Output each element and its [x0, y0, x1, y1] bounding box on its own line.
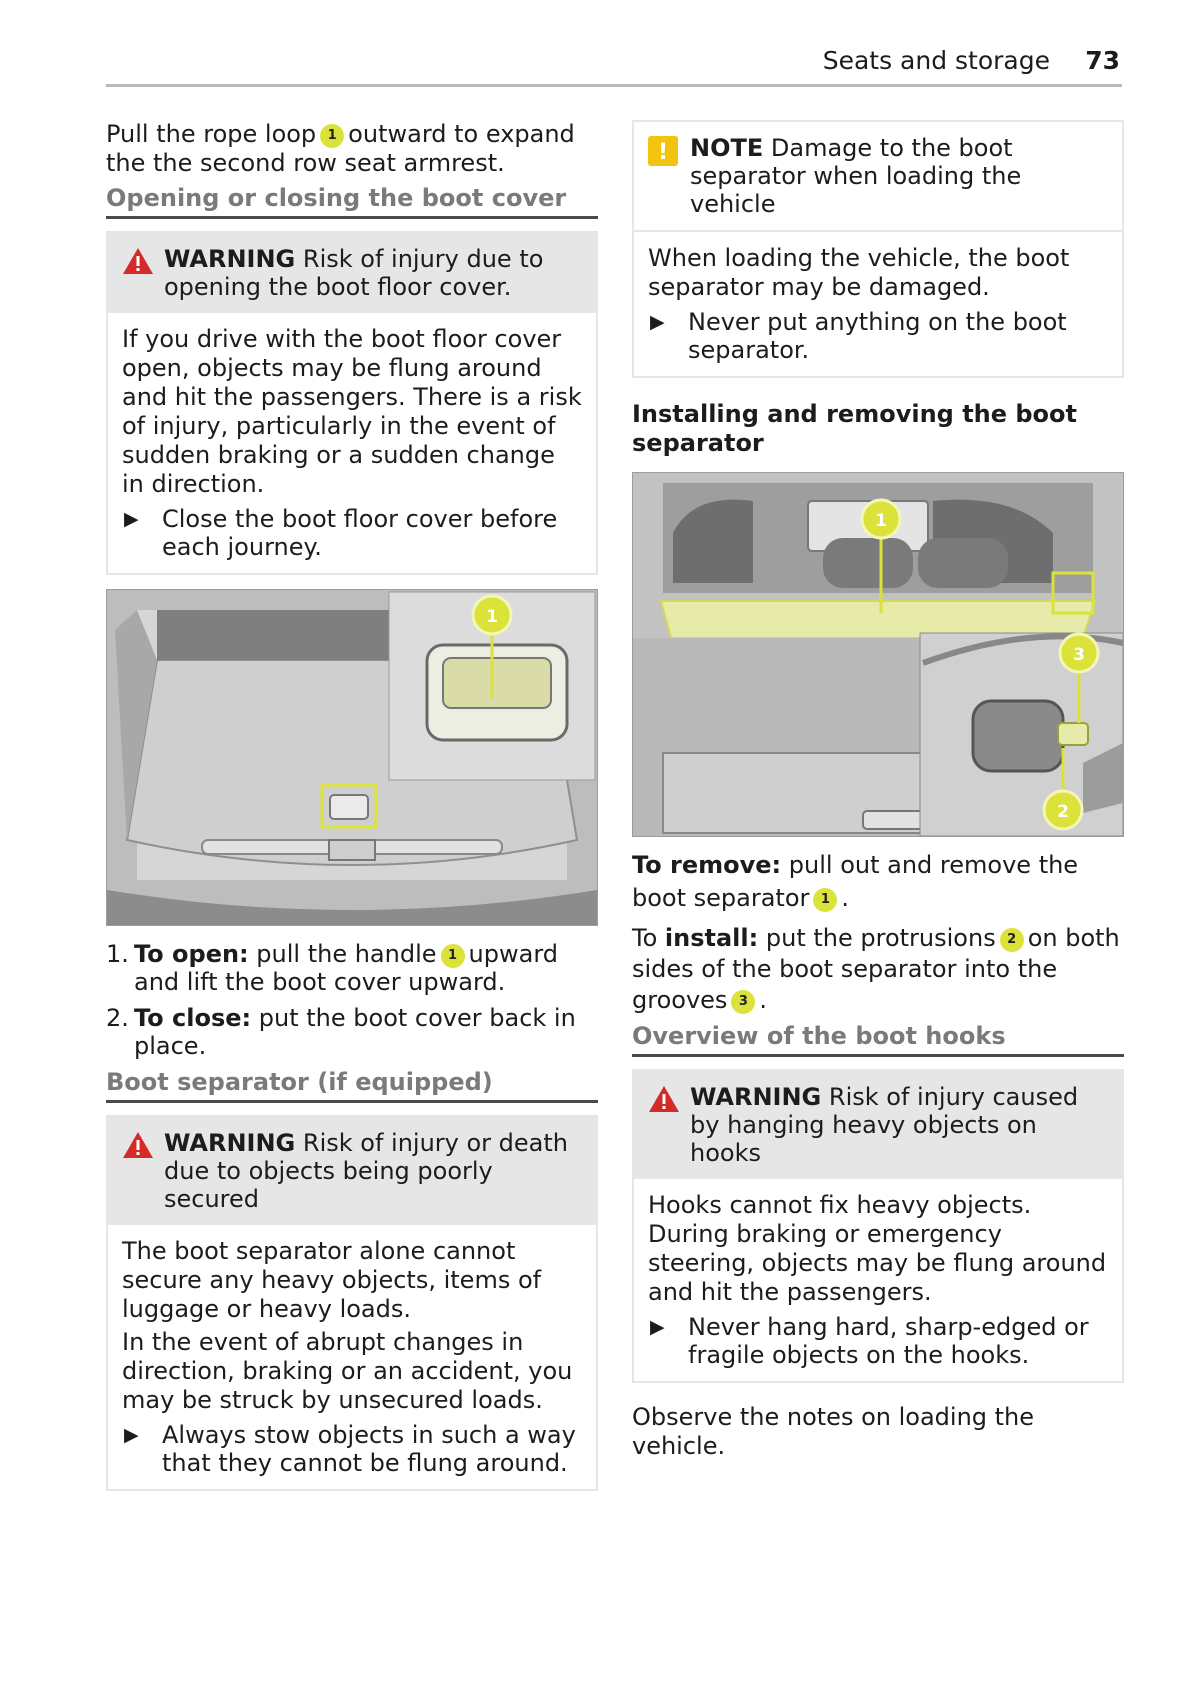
step-open: 1. To open: pull the handle 1 upward and lift the boot cover upward.: [106, 940, 558, 996]
warning-label: WARNING: [164, 1129, 296, 1157]
note-body: When loading the vehicle, the boot separator may be damaged.: [648, 244, 1070, 301]
figure-callout-1: 1: [486, 607, 498, 627]
section-title: Seats and storage: [822, 46, 1050, 75]
figure-callout-3: 3: [1073, 645, 1085, 665]
callout-badge: 3: [731, 990, 755, 1014]
warning-triangle-icon: [122, 1131, 154, 1165]
figure-callout-2: 2: [1057, 802, 1069, 822]
warning-body-1: The boot separator alone cannot secure any heavy objects, items of luggage or heavy loads.: [122, 1237, 542, 1323]
warning-box-hooks: [632, 1069, 1124, 1383]
warning-body-2: In the event of abrupt changes in direction, braking or an accident, you may be struck by unsecured loads.: [122, 1328, 573, 1414]
warning-title: Risk of injury caused by hanging heavy objects on hooks: [690, 1083, 1079, 1167]
note-label: NOTE: [690, 134, 764, 162]
warning-body: If you drive with the boot floor cover open, objects may be flung around and hit the passengers. There is a risk of injury, particularly in the event of sudden braking or a sudden change in direction.: [122, 325, 582, 498]
warning-title: Risk of injury or death due to objects being poorly secured: [164, 1129, 568, 1213]
loading-note: Observe the notes on loading the vehicle.: [632, 1403, 1035, 1460]
figure-callout-1: 1: [875, 511, 887, 531]
boot-cover-heading: Opening or closing the boot cover: [106, 184, 598, 219]
warning-title: Risk of injury due to opening the boot floor cover.: [164, 245, 544, 301]
callout-badge: 1: [441, 944, 465, 968]
callout-badge: 1: [813, 888, 837, 912]
boot-cover-figure: [106, 589, 598, 926]
warning-header: [108, 1117, 596, 1225]
left-column: [106, 120, 598, 1491]
warning-header: [108, 233, 596, 313]
intro-paragraph: Pull the rope loop 1 outward to expand the the second row seat armrest.: [106, 120, 575, 177]
note-title: Damage to the boot separator when loading the vehicle: [690, 134, 1022, 218]
boot-hooks-heading: Overview of the boot hooks: [632, 1022, 1124, 1057]
warning-header: [634, 1071, 1122, 1179]
callout-badge: 1: [320, 124, 344, 148]
callout-badge: 2: [1000, 928, 1024, 952]
warning-label: WARNING: [164, 245, 296, 273]
note-exclamation-icon: [648, 136, 678, 172]
note-bullet: ▶ Never put anything on the boot separator.: [648, 308, 1108, 364]
boot-separator-figure: [632, 472, 1124, 837]
install-instructions: To install: put the protrusions 2 on both sides of the boot separator into the grooves 3 .: [632, 924, 1120, 1014]
warning-label: WARNING: [690, 1083, 822, 1111]
note-box: [632, 120, 1124, 378]
warning-box-boot-separator: [106, 1115, 598, 1491]
step-close: 2. To close: put the boot cover back in place.: [106, 1004, 576, 1060]
page-header: [106, 40, 1122, 87]
warning-bullet: ▶ Close the boot floor cover before each journey.: [122, 505, 582, 561]
warning-bullet: ▶ Always stow objects in such a way that they cannot be flung around.: [122, 1421, 582, 1477]
remove-instructions: To remove: pull out and remove the boot separator 1 .: [632, 851, 1079, 912]
note-header: [634, 122, 1122, 232]
boot-cover-steps: [106, 940, 598, 1060]
page-number: 73: [1085, 46, 1120, 75]
warning-triangle-icon: [648, 1085, 680, 1119]
svg-text:!: !: [657, 140, 669, 165]
boot-separator-heading: Boot separator (if equipped): [106, 1068, 598, 1103]
install-heading: Installing and removing the boot separator: [632, 400, 1078, 457]
warning-box-boot-cover: [106, 231, 598, 575]
warning-triangle-icon: [122, 247, 154, 281]
right-column: [632, 120, 1124, 1461]
warning-bullet: ▶ Never hang hard, sharp-edged or fragile objects on the hooks.: [648, 1313, 1108, 1369]
warning-body: Hooks cannot fix heavy objects. During braking or emergency steering, objects may be flung around and hit the passengers.: [648, 1191, 1107, 1306]
